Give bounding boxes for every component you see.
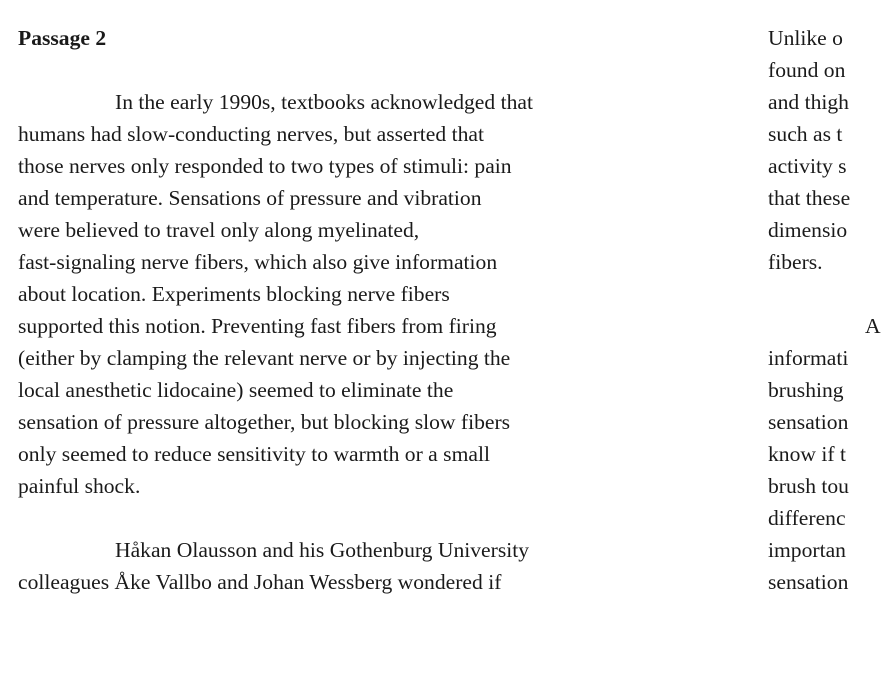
text-line: those nerves only responded to two types of stimuli: pain	[18, 154, 512, 178]
text-line: informati	[768, 346, 849, 370]
text-line: humans had slow-conducting nerves, but asserted that	[18, 122, 484, 146]
text-line: sensation	[768, 570, 849, 594]
text-line: that these	[768, 186, 851, 210]
text-line: found on	[768, 58, 846, 82]
text-line: about location. Experiments blocking nerve fibers	[18, 282, 450, 306]
paragraph-gap	[768, 278, 870, 310]
text-line: fibers.	[768, 250, 823, 274]
paragraph-1	[18, 86, 708, 502]
text-line: such as t	[768, 122, 843, 146]
text-line: colleagues Åke Vallbo and Johan Wessberg wondered if	[18, 570, 502, 594]
text-line: (either by clamping the relevant nerve or by injecting the	[18, 346, 511, 370]
passage-left-column	[18, 22, 708, 630]
text-line: Håkan Olausson and his Gothenburg University	[115, 538, 530, 562]
text-line: know if t	[768, 442, 846, 466]
text-line: and thigh	[768, 90, 849, 114]
text-line: sensation of pressure altogether, but blocking slow fibers	[18, 410, 511, 434]
text-line: brushing	[768, 378, 844, 402]
text-line: fast-signaling nerve fibers, which also give information	[18, 250, 498, 274]
text-line: local anesthetic lidocaine) seemed to eliminate the	[18, 378, 454, 402]
passage-right-column	[768, 22, 881, 684]
text-line: activity s	[768, 154, 847, 178]
paragraph-2	[18, 534, 708, 598]
text-line: painful shock.	[18, 474, 141, 498]
text-line: sensation	[768, 410, 849, 434]
text-line: brush tou	[768, 474, 849, 498]
text-line: importan	[768, 538, 846, 562]
text-line: and temperature. Sensations of pressure and vibration	[18, 186, 482, 210]
text-line: supported this notion. Preventing fast fibers from firing	[18, 314, 497, 338]
text-line: In the early 1990s, textbooks acknowledged that	[115, 90, 533, 114]
text-line: A	[865, 314, 881, 338]
text-line: were believed to travel only along myelinated,	[18, 218, 420, 242]
passage-title: Passage 2	[18, 26, 107, 50]
text-line: Unlike o	[768, 26, 843, 50]
text-line: dimensio	[768, 218, 848, 242]
text-line: differenc	[768, 506, 846, 530]
text-line: only seemed to reduce sensitivity to warmth or a small	[18, 442, 490, 466]
